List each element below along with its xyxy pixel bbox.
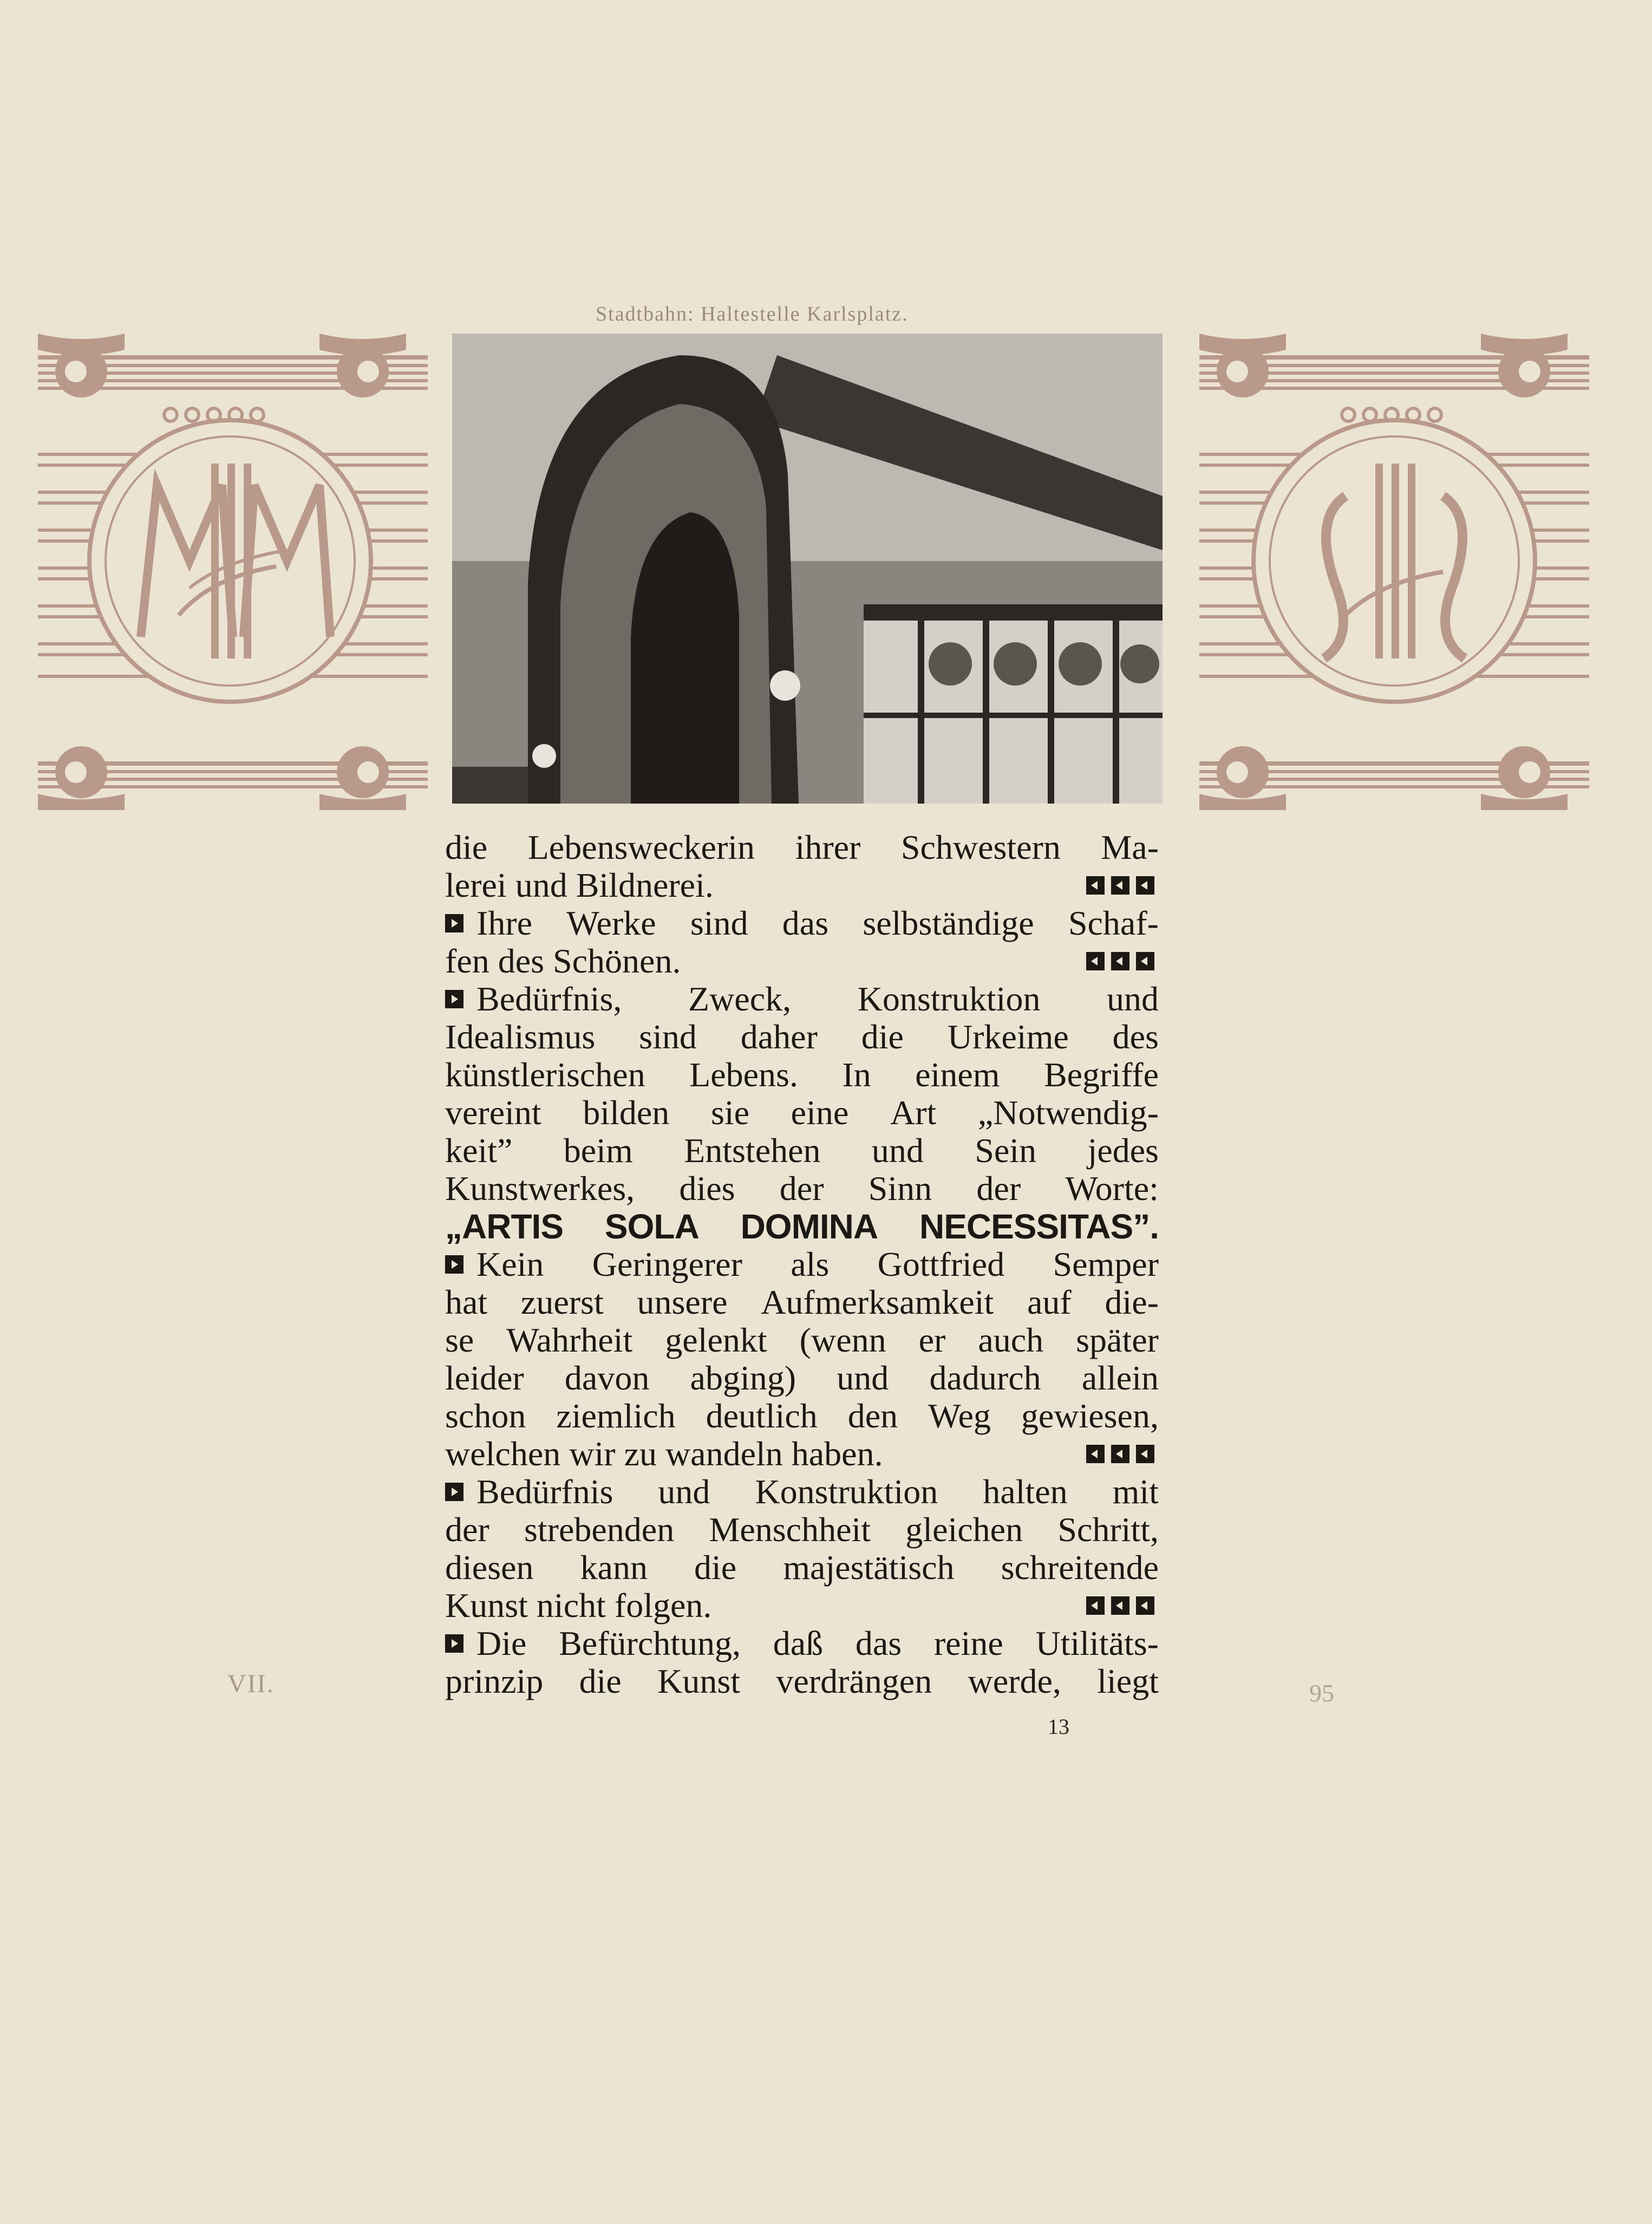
text-line: [445, 1397, 1159, 1435]
line-text: Kunstwerkes, dies der Sinn der Worte:: [445, 1169, 1159, 1208]
paragraph-end-icon: [1136, 1445, 1154, 1463]
text-line: [445, 1132, 1159, 1170]
paragraph-end-icon: [1136, 1596, 1154, 1615]
text-line: [445, 980, 1159, 1018]
text-line: [445, 1359, 1159, 1397]
line-text: lerei und Bildnerei.: [445, 866, 714, 904]
right-top-flower-band: [1199, 334, 1589, 397]
line-text: „ARTIS SOLA DOMINA NECESSITAS”.: [445, 1207, 1159, 1246]
text-line: [445, 1094, 1159, 1132]
text-line: [445, 942, 1159, 980]
body-text: [445, 829, 1159, 1700]
line-text: schon ziemlich deutlich den Weg gewiesen,: [445, 1397, 1159, 1435]
paragraph-end-icon: [1111, 952, 1129, 970]
line-text: vereint bilden sie eine Art „Notwendig-: [445, 1093, 1159, 1132]
text-line: [445, 904, 1159, 942]
line-text: Idealismus sind daher die Urkeime des: [445, 1018, 1159, 1056]
text-line: [445, 1435, 1159, 1473]
paragraph-end-marks: [1086, 1445, 1154, 1463]
left-bottom-flower-band: [38, 746, 428, 810]
paragraph-end-icon: [1111, 1596, 1129, 1615]
line-text: Ihre Werke sind das selbständige Schaf-: [476, 904, 1159, 942]
text-line: [445, 1245, 1159, 1283]
paragraph-start-icon: [445, 1483, 463, 1501]
text-line: [445, 829, 1159, 866]
line-text: leider davon abging) und dadurch allein: [445, 1359, 1159, 1397]
line-text: der strebenden Menschheit gleichen Schritt,: [445, 1510, 1159, 1549]
paragraph-end-icon: [1111, 876, 1129, 895]
line-text: se Wahrheit gelenkt (wenn er auch später: [445, 1321, 1159, 1359]
text-line: [445, 1587, 1159, 1625]
text-line: [445, 1625, 1159, 1662]
text-line: [445, 1170, 1159, 1208]
text-line: [445, 1283, 1159, 1321]
margin-signature-left: VII.: [227, 1669, 275, 1698]
photo-caption: Stadtbahn: Haltestelle Karlsplatz.: [596, 303, 909, 325]
right-ornament-panel: [1183, 334, 1611, 810]
paragraph-end-icon: [1086, 876, 1105, 895]
line-text: Die Befürchtung, daß das reine Utilitäts-: [476, 1624, 1159, 1662]
line-text: die Lebensweckerin ihrer Schwestern Ma-: [445, 828, 1159, 866]
text-line: [445, 1473, 1159, 1511]
text-line: [445, 1321, 1159, 1359]
folio-mark: 13: [1048, 1714, 1069, 1739]
line-text: fen des Schönen.: [445, 942, 681, 980]
margin-number-right: 95: [1309, 1679, 1334, 1707]
paragraph-end-marks: [1086, 952, 1154, 970]
left-top-flower-band: [38, 334, 428, 397]
line-text: prinzip die Kunst verdrängen werde, liegt: [445, 1662, 1159, 1700]
text-line: [445, 1018, 1159, 1056]
line-text: Bedürfnis und Konstruktion halten mit: [476, 1472, 1159, 1511]
text-line: [445, 1549, 1159, 1587]
paragraph-end-icon: [1086, 1445, 1105, 1463]
line-text: Kein Geringerer als Gottfried Semper: [476, 1245, 1159, 1283]
line-text: welchen wir zu wandeln haben.: [445, 1434, 883, 1473]
text-line: [445, 1511, 1159, 1549]
paragraph-end-marks: [1086, 1596, 1154, 1615]
text-line: [445, 1056, 1159, 1094]
right-bottom-flower-band: [1199, 746, 1589, 810]
left-ornament-panel: [16, 334, 444, 810]
paragraph-end-icon: [1086, 952, 1105, 970]
paragraph-end-icon: [1136, 952, 1154, 970]
paragraph-start-icon: [445, 990, 463, 1008]
station-photograph: [452, 334, 1163, 804]
paragraph-start-icon: [445, 1634, 463, 1653]
line-text: diesen kann die majestätisch schreitende: [445, 1548, 1159, 1587]
left-monogram-medallion: [89, 420, 371, 702]
paragraph-end-icon: [1111, 1445, 1129, 1463]
paragraph-end-icon: [1136, 876, 1154, 895]
paragraph-start-icon: [445, 914, 463, 932]
line-text: keit” beim Entstehen und Sein jedes: [445, 1131, 1159, 1170]
text-line: [445, 1662, 1159, 1700]
paragraph-end-icon: [1086, 1596, 1105, 1615]
right-snake-medallion: [1253, 420, 1535, 702]
paragraph-end-marks: [1086, 876, 1154, 895]
text-line: [445, 1208, 1159, 1245]
line-text: künstlerischen Lebens. In einem Begriffe: [445, 1055, 1159, 1094]
paragraph-start-icon: [445, 1255, 463, 1274]
line-text: Bedürfnis, Zweck, Konstruktion und: [476, 980, 1159, 1018]
text-line: [445, 866, 1159, 904]
line-text: Kunst nicht folgen.: [445, 1586, 712, 1625]
line-text: hat zuerst unsere Aufmerksamkeit auf die-: [445, 1283, 1159, 1321]
